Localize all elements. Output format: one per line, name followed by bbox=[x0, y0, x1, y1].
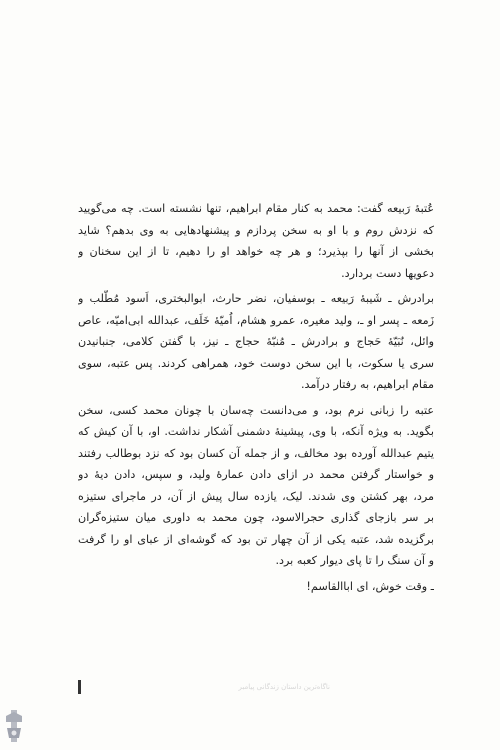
text-line: یتیم عبدالله آورده بود مخالف، و از جمله آن کسان بود که نزد بوطالب رفتند bbox=[78, 446, 434, 460]
text-line: مرد، بهر کشتن وی شدند. لیک، یازده سال پیش از آن، در ماجرای ستیزه bbox=[78, 489, 434, 503]
text-line: و آن سنگ را تا پای دیوار کعبه برد. bbox=[275, 554, 434, 567]
page-number-bar bbox=[78, 680, 81, 694]
text-line: سری یا سکوت، با این سخن دوست خود، همراهی کردند. پس عتبه، سوی bbox=[78, 356, 434, 370]
text-line: ـ وقت خوش، ای اباالقاسم! bbox=[306, 579, 434, 593]
text-line: عتبه را زبانی نرم بود، و می‌دانست چه‌سان با چونان محمد کسی، سخن bbox=[78, 403, 434, 417]
body-text bbox=[78, 198, 434, 601]
text-line: عُتبهٔ رَبیعه گفت: محمد به کنار مقام ابراهیم، تنها نشسته است. چه می‌گویید bbox=[78, 202, 434, 215]
text-line: بخشی از آنها را بپذیرد؛ و هر چه خواهد او را دهیم، تا از این سخنان و bbox=[78, 245, 434, 258]
running-footer: ناگاه‌ترین داستان زندگانی پیامبر bbox=[238, 683, 330, 691]
paragraph-2 bbox=[78, 288, 434, 396]
paragraph-4 bbox=[78, 576, 434, 598]
text-line: دعویها دست بردارد. bbox=[341, 266, 434, 280]
text-line: که نزدش روم و با او به سخن پردازم و پیشنهادهایی به وی بدهم؟ شاید bbox=[78, 223, 434, 237]
text-line: برادرش ـ شَیبهٔ رَبیعه ـ بوسفیان، نضر حارث، ابوالبختری، اَسود مُطّلب و bbox=[78, 292, 434, 305]
text-line: وائل، نُبَیّهٔ حَجاج و برادرش ـ مُنبّهٔ حجاج ـ نیز، با گفتن کلامی، جنبانیدن bbox=[78, 335, 434, 348]
text-line: بگوید. به ویژه آنکه، با وی، پیشینهٔ دشمنی آشکار نداشت. او، با آن کیش که bbox=[78, 425, 434, 438]
text-line: مقام ابراهیم، به رفتار درآمد. bbox=[300, 378, 434, 391]
text-line: زَمعه ـ پسر او ـ، ولید مغیره، عمرو هشام، اُمیّهٔ خَلَف، عبدالله ابی‌امیّه، عاص bbox=[78, 313, 434, 327]
text-line: و خواستار گرفتن محمد در ازای دادن عمارهٔ ولید، و سپس، دادن دیهٔ دو bbox=[78, 468, 434, 481]
text-line: برگزیده شد، عتبه یکی از آن چهار تن بود که گوشه‌ای از عبای او را گرفت bbox=[78, 532, 434, 546]
paragraph-3 bbox=[78, 400, 434, 572]
library-stamp-icon bbox=[2, 708, 26, 744]
text-line: بر سر بازجای گذاری حجرالاسود، چون محمد به داوری میان ستیزه‌گران bbox=[78, 511, 434, 524]
paragraph-1 bbox=[78, 198, 434, 284]
